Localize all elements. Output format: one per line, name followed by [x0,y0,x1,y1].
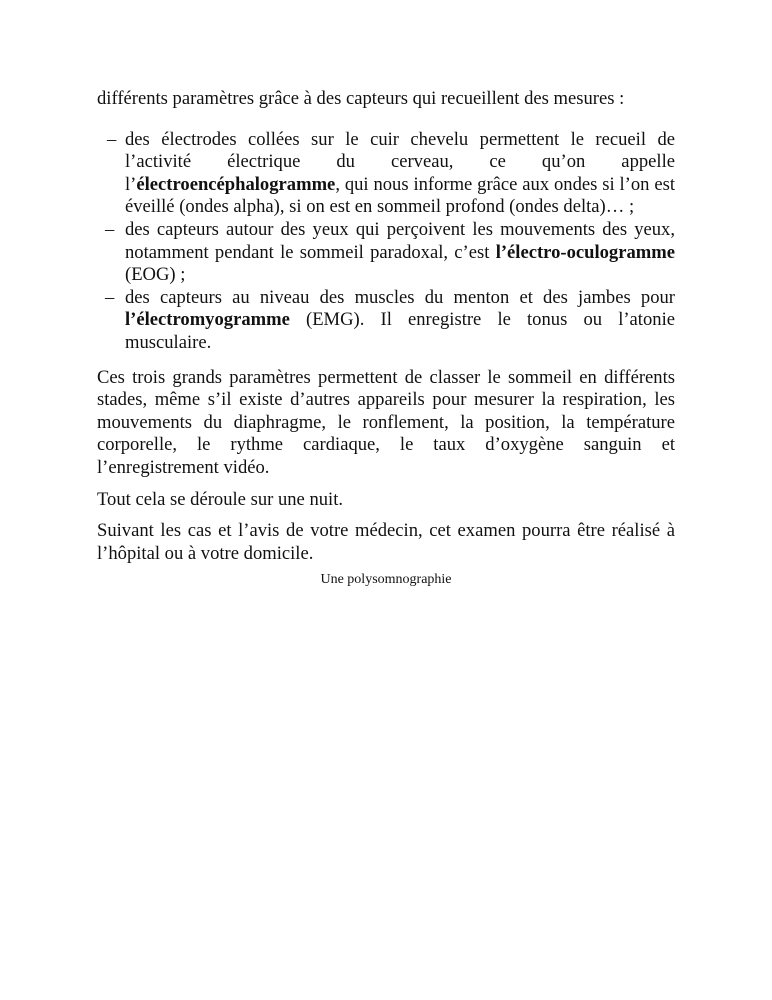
list-item-text: (EOG) ; [125,264,186,286]
list-dash: – [105,286,115,308]
list-item-text: , qui nous informe grâce aux ondes si l’on est éveillé (ondes alpha), si on est en sommeil profond (ondes delta)… ; [125,173,675,218]
list-item-eog [105,219,675,287]
list-item-text: des capteurs au niveau des muscles du menton et des jambes pour [125,286,675,308]
figure-caption: Une polysomnographie [320,572,452,587]
paragraph-parameters: Ces trois grands paramètres permettent de classer le sommeil en différents stades, même s’il existe d’autres appareils pour mesurer la respiration, les mouvements du diaphragme, le ronflement, la position, la température corporelle, le rythme cardiaque, le taux d’oxygène sanguin et l’enregistrement vidéo. [97,366,675,478]
list-dash: – [105,218,115,240]
list-item-text: des capteurs autour des yeux qui perçoivent les mouvements des yeux, notamment pendant le sommeil paradoxal, c’est [125,218,675,263]
list-item-eeg [107,129,675,219]
paragraph-location: Suivant les cas et l’avis de votre médecin, cet examen pourra être réalisé à l’hôpital ou à votre domicile. [97,520,675,564]
document-body [97,88,675,574]
list-item-text: des électrodes collées sur le cuir chevelu permettent le recueil de l’activité électrique du cerveau, ce qu’on appelle l’ [125,128,675,195]
list-item-emg [105,287,675,355]
sensor-list [97,129,675,355]
list-dash: – [107,128,117,150]
term-eog: l’électro-oculogramme [495,241,675,263]
paragraph-night: Tout cela se déroule sur une nuit. [97,488,344,510]
term-eeg: électroencéphalogramme [136,173,336,195]
intro-text: différents paramètres grâce à des capteurs qui recueillent des mesures : [97,88,625,109]
list-item-text: (EMG). Il enregistre le tonus ou l’atonie musculaire. [125,309,675,353]
term-emg: l’électromyogramme [125,309,290,331]
